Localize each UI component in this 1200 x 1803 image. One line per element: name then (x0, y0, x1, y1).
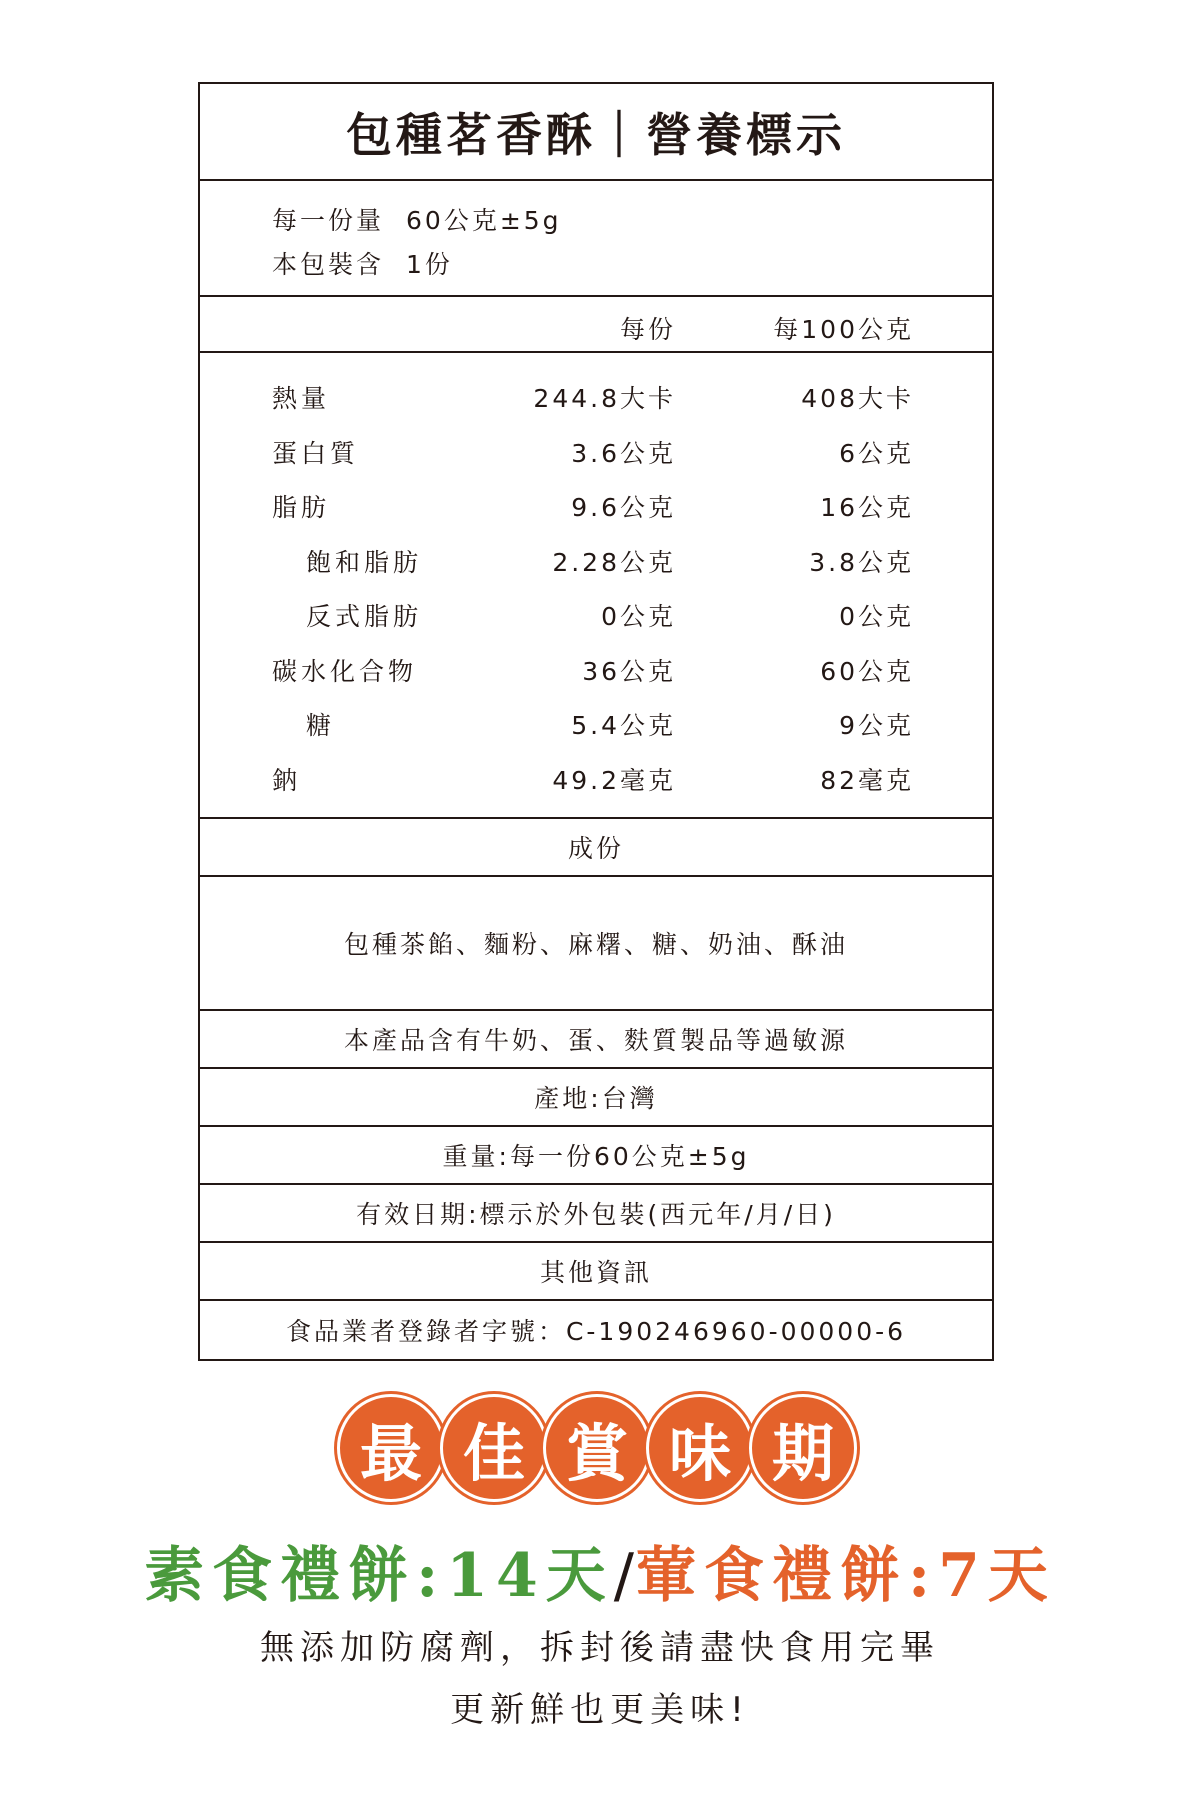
weight-row (200, 1127, 992, 1185)
nutrient-name: 碳水化合物 (272, 656, 418, 686)
nutrient-name: 糖 (306, 711, 336, 740)
storage-note-line2: 更新鮮也更美味! (450, 1690, 750, 1730)
nutrient-per-serving: 5.4公克 (571, 711, 676, 740)
nutrient-per-100g: 6公克 (839, 438, 914, 468)
allergens-text: 本產品含有牛奶、蛋、麩質製品等過敏源 (343, 1026, 848, 1055)
nutrient-row-saturated-fat (200, 531, 992, 586)
nutrient-row-carbohydrate (200, 640, 992, 695)
badge-char-circle: 最 (337, 1394, 445, 1502)
nutrient-name: 脂肪 (272, 493, 331, 522)
origin-text: 產地:台灣 (534, 1084, 658, 1113)
registration-row (200, 1301, 992, 1359)
column-header-row (200, 297, 992, 353)
nutrient-per-serving: 49.2毫克 (552, 765, 676, 795)
nutrient-per-serving: 2.28公克 (552, 547, 676, 577)
origin-row (200, 1069, 992, 1127)
nonveg-label: 葷食禮餅: (635, 1541, 939, 1611)
nutrition-label (198, 82, 994, 1361)
nutrient-per-100g: 82毫克 (820, 765, 914, 795)
nutrient-per-serving: 244.8大卡 (533, 384, 676, 413)
best-before-badge (337, 1394, 859, 1502)
nutrient-row-protein (200, 422, 992, 477)
nutrient-row-sugar (200, 694, 992, 749)
nutrient-row-sodium (200, 749, 992, 804)
nutrient-row-trans-fat (200, 585, 992, 640)
ingredients-text: 包種茶餡、麵粉、麻糬、糖、奶油、酥油 (343, 930, 848, 959)
ingredients-header: 成份 (567, 834, 624, 863)
nutrient-name: 反式脂肪 (306, 602, 423, 631)
nutrient-per-serving: 0公克 (601, 602, 676, 631)
nutrient-table (200, 353, 992, 819)
badge-char-circle: 味 (646, 1394, 754, 1502)
nutrient-per-serving: 36公克 (582, 656, 676, 686)
veg-days: 14天 (446, 1541, 614, 1611)
nutrient-row-calories (200, 367, 992, 422)
badge-char-circle: 賞 (543, 1394, 651, 1502)
nutrient-per-100g: 408大卡 (801, 384, 914, 413)
expiry-text: 有效日期:標示於外包裝(西元年/月/日) (356, 1200, 836, 1229)
nutrient-name: 飽和脂肪 (306, 547, 423, 577)
weight-text: 重量:每一份60公克±5g (442, 1142, 750, 1171)
expiry-row (200, 1185, 992, 1243)
nutrient-per-100g: 16公克 (820, 493, 914, 522)
nutrient-row-fat (200, 476, 992, 531)
nutrient-per-100g: 3.8公克 (809, 547, 914, 577)
veg-label: 素食禮餅: (144, 1541, 447, 1611)
nutrient-per-serving: 3.6公克 (571, 438, 676, 468)
allergens-row (200, 1011, 992, 1069)
registration-text: 食品業者登錄者字號：C-190246960-00000-6 (285, 1317, 907, 1346)
other-info-header-row (200, 1243, 992, 1301)
column-header-per-100g: 每100公克 (773, 315, 914, 344)
column-header-per-serving: 每份 (619, 315, 676, 344)
servings-value: 1份 (406, 250, 453, 279)
nutrient-name: 蛋白質 (272, 438, 360, 468)
servings-per-package-line (272, 243, 992, 287)
label-title: 包種茗香酥｜營養標示 (346, 107, 846, 162)
serving-info (200, 181, 992, 297)
nutrient-name: 熱量 (272, 384, 331, 413)
nonveg-days: 7天 (938, 1541, 1056, 1611)
nutrient-per-100g: 60公克 (820, 656, 914, 686)
serving-size-value: 60公克±5g (406, 206, 562, 235)
shelf-life-separator: / (613, 1541, 636, 1611)
serving-size-line (272, 199, 992, 243)
nutrient-per-serving: 9.6公克 (571, 493, 676, 522)
badge-char-circle: 佳 (440, 1394, 548, 1502)
shelf-life-line (0, 1528, 1200, 1614)
ingredients-row (200, 877, 992, 1011)
serving-size-label: 每一份量 (272, 206, 385, 235)
badge-char-circle: 期 (749, 1394, 857, 1502)
nutrient-per-100g: 9公克 (839, 711, 914, 740)
servings-label: 本包裝含 (272, 250, 385, 279)
other-info-header: 其他資訊 (539, 1258, 652, 1287)
nutrient-name: 鈉 (272, 765, 302, 795)
ingredients-header-row (200, 819, 992, 877)
nutrient-per-100g: 0公克 (839, 602, 914, 631)
storage-note-line1: 無添加防腐劑，拆封後請盡快食用完畢 (260, 1628, 940, 1668)
label-title-row (200, 84, 992, 181)
